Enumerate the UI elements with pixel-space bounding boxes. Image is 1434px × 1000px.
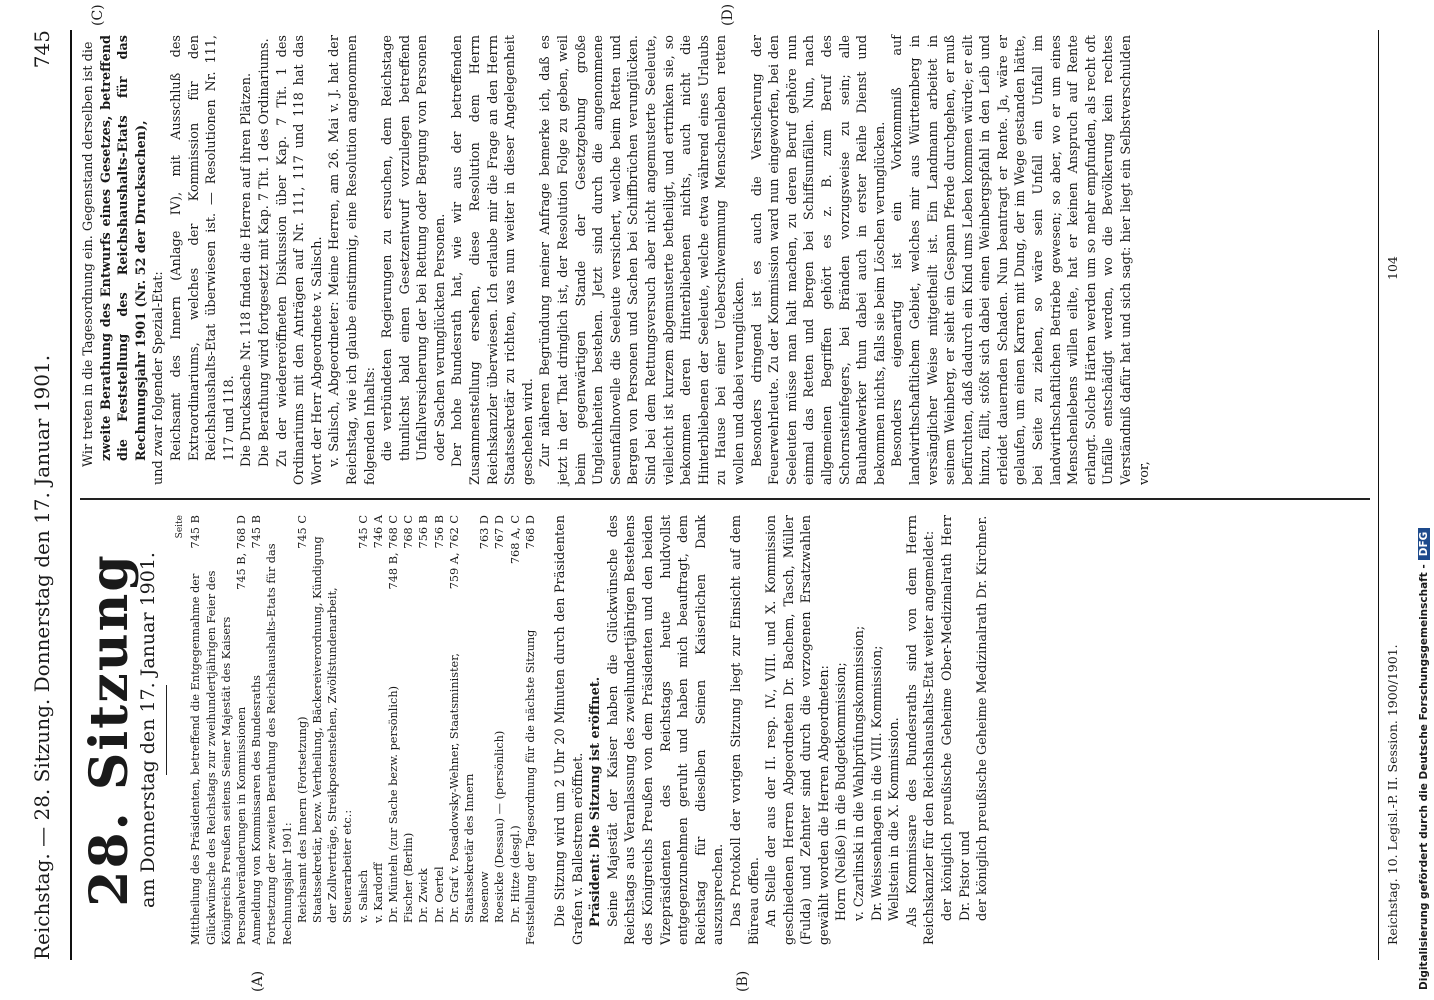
digitization-notice	[1418, 528, 1430, 990]
left-body	[552, 515, 992, 945]
toc-entry: Staatssekretär, bezw. Vertheilung, Bäckereiverordnung, Kündigung der Zollverträge, Streikpostenstehen, Zwölfstundenarbeit, Steuerarbeiter etc.:	[310, 536, 355, 923]
body-paragraph: Besonders eigenartig ist ein Vorkommniß auf landwirthschaftlichem Gebiet, welches mir aus Württemberg in versänglicher Weise mitgetheilt ist. Ein Landmann arbeitet in seinem Weinberg, er sieht ein Gespann Pferde durchgehen, er muß befürchten, daß dadurch ein Kind ums Leben kommen würde; er eilt hinzu, fällt, stößt sich dabei einen Weinbergspfahl in den Leib und erleidet dauernden Schaden. Nun beantragt er Rente. Ja, wäre er gelaufen, um einen Karren mit Dung, der im Wege gestanden hätte, bei Seite zu ziehen, so wäre sein Unfall ein Unfall im landwirthschaftlichen Betriebe gewesen; so aber, wo er um eines Menschenlebens willen eilte, hat er keinen Anspruch auf Rente erlangt. Solche Härten werden um so mehr empfunden, als recht oft Unfälle entschädigt werden, wo die Bevölkerung kein rechtes Verständniß dafür hat und sich sagt: hier liegt ein Selbstverschulden vor,	[890, 35, 1152, 485]
toc-entry: Anmeldung von Kommissaren des Bundesraths 745 B	[250, 515, 264, 945]
agenda-item: zweite Berathung des Entwurfs eines Gesetzes, betreffend die Feststellung des Reichshaushalts-Etats für das Rechnungsjahr 1901 (Nr. 52 der Drucksachen),	[98, 35, 149, 461]
body-paragraph: Horn (Neiße) in die Budgetkommission;	[834, 662, 850, 921]
body-paragraph: der königlich preußische Geheime Ober-Medizinalrath Herr Dr. Pistor und	[940, 515, 973, 921]
session-date: am Donnerstag den 17. Januar 1901.	[137, 552, 159, 908]
toc-entry: Fischer (Berlin) 768 C	[402, 515, 416, 923]
table-of-contents	[173, 515, 538, 945]
column-divider	[80, 499, 1370, 501]
body-paragraph: Besonders dringend ist es auch die Versicherung der Feuerwehrleute. Zu der Kommission ward nun eingeworfen, bei den Seeleuten müsse man halt machen, zu deren Beruf gehöre nun einmal das Retten und Bergen bei Schiffsunfällen. Nun, nach allgemeinen Begriffen gehört es z. B. zum Beruf des Schornsteinfegers, bei Bränden vorzugsweise zu sein; alle Bauhandwerker thun dabei auch in erster Reihe Dienst und bekommen nichts, falls sie beim Löschen verunglücken.	[749, 35, 888, 485]
body-paragraph: der königlich preußische Geheime Medizinalrath Dr. Kirchner.	[975, 515, 991, 921]
body-paragraph: v. Salisch, Abgeordneter: Meine Herren, am 26. Mai v. J. hat der Reichstag, wie ich glaube einstimmig, eine Resolution angenommen folgenden Inhalts:	[327, 35, 378, 485]
title-rule	[166, 685, 168, 775]
body-paragraph: v. Czarlinski in die Wahlprüfungskommission;	[852, 625, 868, 921]
header-page-number: 745	[30, 30, 54, 69]
toc-entry: v. Kardorff 746 A	[371, 515, 385, 923]
dfg-logo: DFG	[1418, 528, 1430, 561]
header-rule	[70, 30, 72, 960]
quoted-resolution: die verbündeten Regierungen zu ersuchen, dem Reichstage thunlichst bald einen Gesetzentwurf vorzulegen betreffend Unfallversicherung der bei Rettung oder Bergung von Personen oder Sachen verunglückten Personen.	[380, 35, 448, 461]
margin-mark-b: (B)	[735, 970, 751, 992]
running-header	[30, 30, 64, 960]
body-paragraph: Wellstein in die X. Kommission.	[887, 717, 903, 921]
body-paragraph: Der hohe Bundesrath hat, wie wir aus der betreffenden Zusammenstellung ersehen, diese Resolution dem Herrn Reichskanzler überwiesen. Ich erlaube mir die Frage an den Herrn Staatssekretär zu richten, was nun weiter in dieser Angelegenheit geschehen wird.	[450, 35, 536, 485]
toc-entry: Dr. Zwick 756 B	[417, 515, 431, 923]
body-paragraph: Dr. Weissenhagen in die VIII. Kommission;	[869, 645, 885, 921]
footer-session-info: Reichstag. 10. Legisl.-P. II. Session. 1900/1901.	[1385, 644, 1400, 945]
body-paragraph: Präsident: Die Sitzung ist eröffnet.	[588, 676, 604, 927]
body-paragraph: und zwar folgender Spezial-Etat:	[151, 271, 167, 485]
session-title: 28. Sitzung	[79, 553, 140, 907]
body-paragraph: Zu der wiedereröffneten Diskussion über Kap. 7 Tit. 1 des Ordinariums mit den Anträgen auf Nr. 111, 117 und 118 hat das Wort der Herr Abgeordnete v. Salisch.	[274, 35, 325, 485]
body-paragraph: Die Drucksache Nr. 118 finden die Herren auf ihren Plätzen.	[239, 72, 255, 467]
body-paragraph: Zur näheren Begründung meiner Anfrage bemerke ich, daß es jetzt in der That dringlich ist, der Resolution Folge zu geben, weil beim gegenwärtigen Stande der Gesetzgebung große Ungleichheiten bestehen. Jetzt sind durch die angenommene Seeunfallnovelle die Seeleute versichert, welche beim Retten und Bergen von Personen und Sachen bei Schiffbrüchen verunglücken. Sind bei dem Rettungsversuch aber nicht angemusterte Seeleute, vielleicht ist kurzem abgemusterte betheiligt, und ertrinken sie, so bekommen deren Hinterbliebenen nichts, auch nicht die Hinterbliebenen der Seeleute, welche etwa während eines Urlaubs zu Hause bei einer Ueberschwemmung Menschenleben retten wollen und dabei verunglücken.	[538, 35, 747, 485]
footer-rule	[1378, 30, 1379, 960]
toc-entry: Feststellung der Tagesordnung für die nächste Sitzung 768 D	[523, 515, 537, 945]
right-column	[80, 35, 1153, 485]
body-paragraph: Wir treten in die Tagesordnung ein. Gegenstand derselben ist die	[81, 41, 96, 467]
body-paragraph: Reichsamt des Innern (Anlage IV), mit Ausschluß des Extraordinariums, welches der Kommission für den Reichshaushalts-Etat überwiesen ist. — Resolutionen Nr. 111, 117 und 118.	[168, 35, 237, 461]
body-paragraph: Als Kommissare des Bundesraths sind von dem Herrn Reichskanzler für den Reichshaushalts-Etat weiter angemeldet:	[904, 515, 938, 945]
body-paragraph: Das Protokoll der vorigen Sitzung liegt zur Einsicht auf dem Büreau offen.	[728, 515, 762, 945]
toc-entry: Reichsamt des Innern (Fortsetzung) 745 C	[295, 515, 309, 923]
toc-seite-label: Seite	[175, 515, 186, 539]
left-column	[80, 515, 992, 945]
body-paragraph: Die Berathung wird fortgesetzt mit Kap. 7 Tit. 1 des Ordinariums.	[256, 38, 272, 467]
toc-entry: Dr. Hitze (desgl.) 768 A, C	[508, 515, 522, 923]
toc-entry: Personalveränderungen in Kommissionen 745 B, 768 D	[234, 515, 248, 945]
body-paragraph: An Stelle der aus der II. resp. IV., VIII. und X. Kommission geschiedenen Herren Abgeordneten Dr. Bachem, Tasch, Müller (Fulda) und Zehnter sind durch die vorzogenen Ersatzwahlen gewählt worden die Herren Abgeordneten:	[764, 515, 832, 945]
header-title: Reichstag. — 28. Sitzung. Donnerstag den 17. Januar 1901.	[30, 354, 54, 960]
margin-mark-c: (C)	[90, 4, 106, 26]
toc-entry: v. Salisch 745 C	[356, 515, 370, 923]
margin-mark-d: (D)	[720, 3, 736, 26]
body-paragraph: Seine Majestät der Kaiser haben die Glückwünsche des Reichstags aus Veranlassung des zweihundertjährigen Bestehens des Königreichs Preußen von dem Präsidenten und den beiden Vizepräsidenten des Reichstags heute huldvollst entgegenzunehmen geruht und haben mich beauftragt, dem Reichstag für dieselben Seinen Kaiserlichen Dank auszusprechen.	[605, 515, 727, 945]
toc-entry: Rosenow 763 D	[478, 515, 492, 923]
margin-mark-a: (A)	[250, 970, 266, 992]
toc-entry: Dr. Oertel 756 B	[432, 515, 446, 923]
toc-entry: Roesicke (Dessau) — (persönlich) 767 D	[493, 515, 507, 923]
footer-sheet-number: 104	[1385, 256, 1400, 280]
digitization-notice-text: Digitalisierung gefördert durch die Deutsche Forschungsgemeinschaft -	[1418, 564, 1430, 990]
body-paragraph: Die Sitzung wird um 2 Uhr 20 Minuten durch den Präsidenten Grafen v. Ballestrem eröffnet.	[552, 515, 586, 945]
toc-entry: Fortsetzung der zweiten Berathung des Reichshaushalts-Etats für das Rechnungsjahr 1901:	[265, 543, 294, 945]
toc-entry: Dr. Münteln (zur Sache bezw. persönlich) 748 B, 768 C	[386, 515, 400, 923]
toc-entry: Dr. Graf v. Posadowsky-Wehner, Staatsminister, Staatssekretär des Innern 759 A, 762 C	[447, 515, 476, 923]
toc-entry: Mittheilung des Präsidenten, betreffend die Entgegennahme der Glückwünsche des Reichstags zur zweihundertjährigen Feier des Königreichs Preußen seitens Seiner Majestät des Kaisers 745 B	[189, 515, 233, 945]
